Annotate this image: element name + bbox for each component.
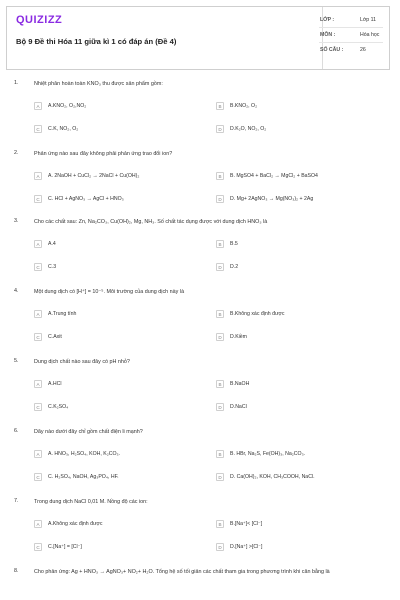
- option-text: A.Trung tính: [48, 311, 77, 317]
- question-number: 2.: [14, 150, 19, 156]
- question-text: Phản ứng nào sau đây không phải phản ứng trao đổi ion?: [34, 151, 173, 157]
- option-text: D.Kiềm: [230, 334, 248, 340]
- question-text: Nhiệt phân hoàn toàn KNO₃ thu được sản phẩm gồm:: [34, 81, 163, 87]
- option-letter-box: C: [34, 473, 42, 481]
- answer-option-b[interactable]: [216, 520, 262, 528]
- option-letter-box: D: [216, 403, 224, 411]
- meta-class-label: LỚP :: [320, 17, 335, 23]
- answer-option-d[interactable]: [216, 195, 313, 203]
- quizizz-logo: QUIZIZZ: [16, 14, 63, 26]
- document-title: Bộ 9 Đề thi Hóa 11 giữa kì 1 có đáp án (Đề 4): [16, 37, 177, 46]
- option-text: D. Ca(OH)₂, KOH, CH₃COOH, NaCl.: [230, 474, 315, 480]
- answer-option-d[interactable]: [216, 473, 315, 481]
- option-text: C.K, NO₂, O₂: [48, 126, 79, 132]
- option-letter-box: D: [216, 125, 224, 133]
- option-text: B.5: [230, 241, 238, 247]
- meta-count-label: SỐ CÂU :: [320, 47, 344, 53]
- answer-option-c[interactable]: [34, 403, 68, 411]
- option-text: B.NaOH: [230, 381, 250, 387]
- option-letter-box: D: [216, 543, 224, 551]
- question-text: Cho phản ứng: Ag + HNO₃ → AgNO₃+ NO₂+ H₂O. Tổng hệ số tối giản các chất tham gia trong phương trình khi cân bằng là: [34, 569, 330, 575]
- option-letter-box: C: [34, 195, 42, 203]
- option-letter-box: D: [216, 263, 224, 271]
- answer-option-c[interactable]: [34, 125, 78, 133]
- option-text: C.[Na⁺] = [Cl⁻]: [48, 544, 82, 550]
- option-letter-box: D: [216, 333, 224, 341]
- option-letter-box: D: [216, 195, 224, 203]
- option-letter-box: B: [216, 380, 224, 388]
- option-text: A.Không xác định được: [48, 521, 103, 527]
- option-text: C. HCl + AgNO₃ → AgCl + HNO₃: [48, 196, 124, 202]
- answer-option-a[interactable]: [34, 240, 56, 248]
- answer-option-b[interactable]: [216, 102, 257, 110]
- option-text: B. MgSO4 + BaCl₂ → MgCl₂ + BaSO4: [230, 173, 318, 179]
- option-letter-box: B: [216, 520, 224, 528]
- question-number: 5.: [14, 358, 19, 364]
- meta-subject-value: Hóa học: [360, 32, 380, 38]
- option-letter-box: A: [34, 380, 42, 388]
- option-text: A.HCl: [48, 381, 62, 387]
- answer-option-d[interactable]: [216, 263, 238, 271]
- question-number: 1.: [14, 80, 19, 86]
- question-text: Dãy nào dưới đây chỉ gồm chất điện li mạnh?: [34, 429, 143, 435]
- option-letter-box: A: [34, 240, 42, 248]
- answer-option-d[interactable]: [216, 403, 247, 411]
- option-text: B.KNO₂, O₂: [230, 103, 258, 109]
- option-letter-box: C: [34, 125, 42, 133]
- option-text: A. HNO₃, H₂SO₄, KOH, K₂CO₃.: [48, 451, 121, 457]
- option-letter-box: A: [34, 520, 42, 528]
- answer-option-a[interactable]: [34, 172, 139, 180]
- option-letter-box: C: [34, 543, 42, 551]
- option-text: D.[Na⁺] >[Cl⁻]: [230, 544, 263, 550]
- meta-separator: [319, 42, 383, 43]
- option-text: C.3: [48, 264, 57, 270]
- option-letter-box: C: [34, 333, 42, 341]
- option-text: D. Mg+ 2AgNO₃ → Mg(NO₃)₂ + 2Ag: [230, 196, 314, 202]
- question-text: Một dung dịch có [H⁺] = 10⁻⁵. Môi trường của dung dịch này là: [34, 289, 185, 295]
- option-letter-box: B: [216, 240, 224, 248]
- answer-option-d[interactable]: [216, 543, 262, 551]
- option-letter-box: C: [34, 403, 42, 411]
- question-number: 7.: [14, 498, 19, 504]
- option-letter-box: B: [216, 450, 224, 458]
- option-text: C.Axit: [48, 334, 62, 340]
- document-header: [6, 6, 390, 70]
- option-letter-box: B: [216, 102, 224, 110]
- answer-option-a[interactable]: [34, 102, 86, 110]
- answer-option-b[interactable]: [216, 310, 284, 318]
- answer-option-c[interactable]: [34, 473, 119, 481]
- option-letter-box: A: [34, 102, 42, 110]
- meta-class-value: Lớp 11: [360, 17, 376, 23]
- option-text: B. HBr, Na₂S, Fe(OH)₃, Na₂CO₃.: [230, 451, 306, 457]
- option-text: B.Không xác định được: [230, 311, 285, 317]
- answer-option-b[interactable]: [216, 240, 238, 248]
- meta-subject-label: MÔN :: [320, 32, 336, 38]
- option-letter-box: A: [34, 310, 42, 318]
- answer-option-b[interactable]: [216, 172, 318, 180]
- answer-option-b[interactable]: [216, 450, 305, 458]
- question-number: 8.: [14, 568, 19, 574]
- option-text: A.KNO₂, O₂,NO₂: [48, 103, 87, 109]
- answer-option-d[interactable]: [216, 125, 266, 133]
- answer-option-c[interactable]: [34, 333, 62, 341]
- option-letter-box: B: [216, 172, 224, 180]
- option-letter-box: C: [34, 263, 42, 271]
- answer-option-b[interactable]: [216, 380, 249, 388]
- answer-option-a[interactable]: [34, 380, 62, 388]
- option-text: C. H₂SO₄, NaOH, Ag₃PO₄, HF.: [48, 474, 119, 480]
- meta-separator: [319, 27, 383, 28]
- question-number: 4.: [14, 288, 19, 294]
- option-text: D.2: [230, 264, 239, 270]
- question-text: Cho các chất sau: Zn, Na₂CO₃, Cu(OH)₂, Mg, NH₃. Số chất tác dụng được với dung dịch HNO₃ là: [34, 219, 268, 225]
- answer-option-a[interactable]: [34, 520, 102, 528]
- question-text: Trong dung dịch NaCl 0,01 M. Nồng độ các ion:: [34, 499, 148, 505]
- option-text: D.NaCl: [230, 404, 247, 410]
- option-letter-box: D: [216, 473, 224, 481]
- question-number: 6.: [14, 428, 19, 434]
- answer-option-c[interactable]: [34, 195, 124, 203]
- question-number: 3.: [14, 218, 19, 224]
- option-text: C.K₂SO₄: [48, 404, 69, 410]
- answer-option-c[interactable]: [34, 263, 56, 271]
- answer-option-a[interactable]: [34, 450, 120, 458]
- answer-option-d[interactable]: [216, 333, 247, 341]
- option-letter-box: A: [34, 172, 42, 180]
- option-letter-box: B: [216, 310, 224, 318]
- option-text: D.K₂O, NO₂, O₂: [230, 126, 267, 132]
- answer-option-c[interactable]: [34, 543, 82, 551]
- answer-option-a[interactable]: [34, 310, 76, 318]
- question-text: Dung dịch chất nào sau đây có pH nhỏ?: [34, 359, 130, 365]
- meta-count-value: 26: [360, 47, 366, 53]
- option-letter-box: A: [34, 450, 42, 458]
- option-text: B.[Na⁺]< [Cl⁻]: [230, 521, 263, 527]
- option-text: A. 2NaOH + CuCl₂ → 2NaCl + Cu(OH)₂: [48, 173, 140, 179]
- option-text: A.4: [48, 241, 56, 247]
